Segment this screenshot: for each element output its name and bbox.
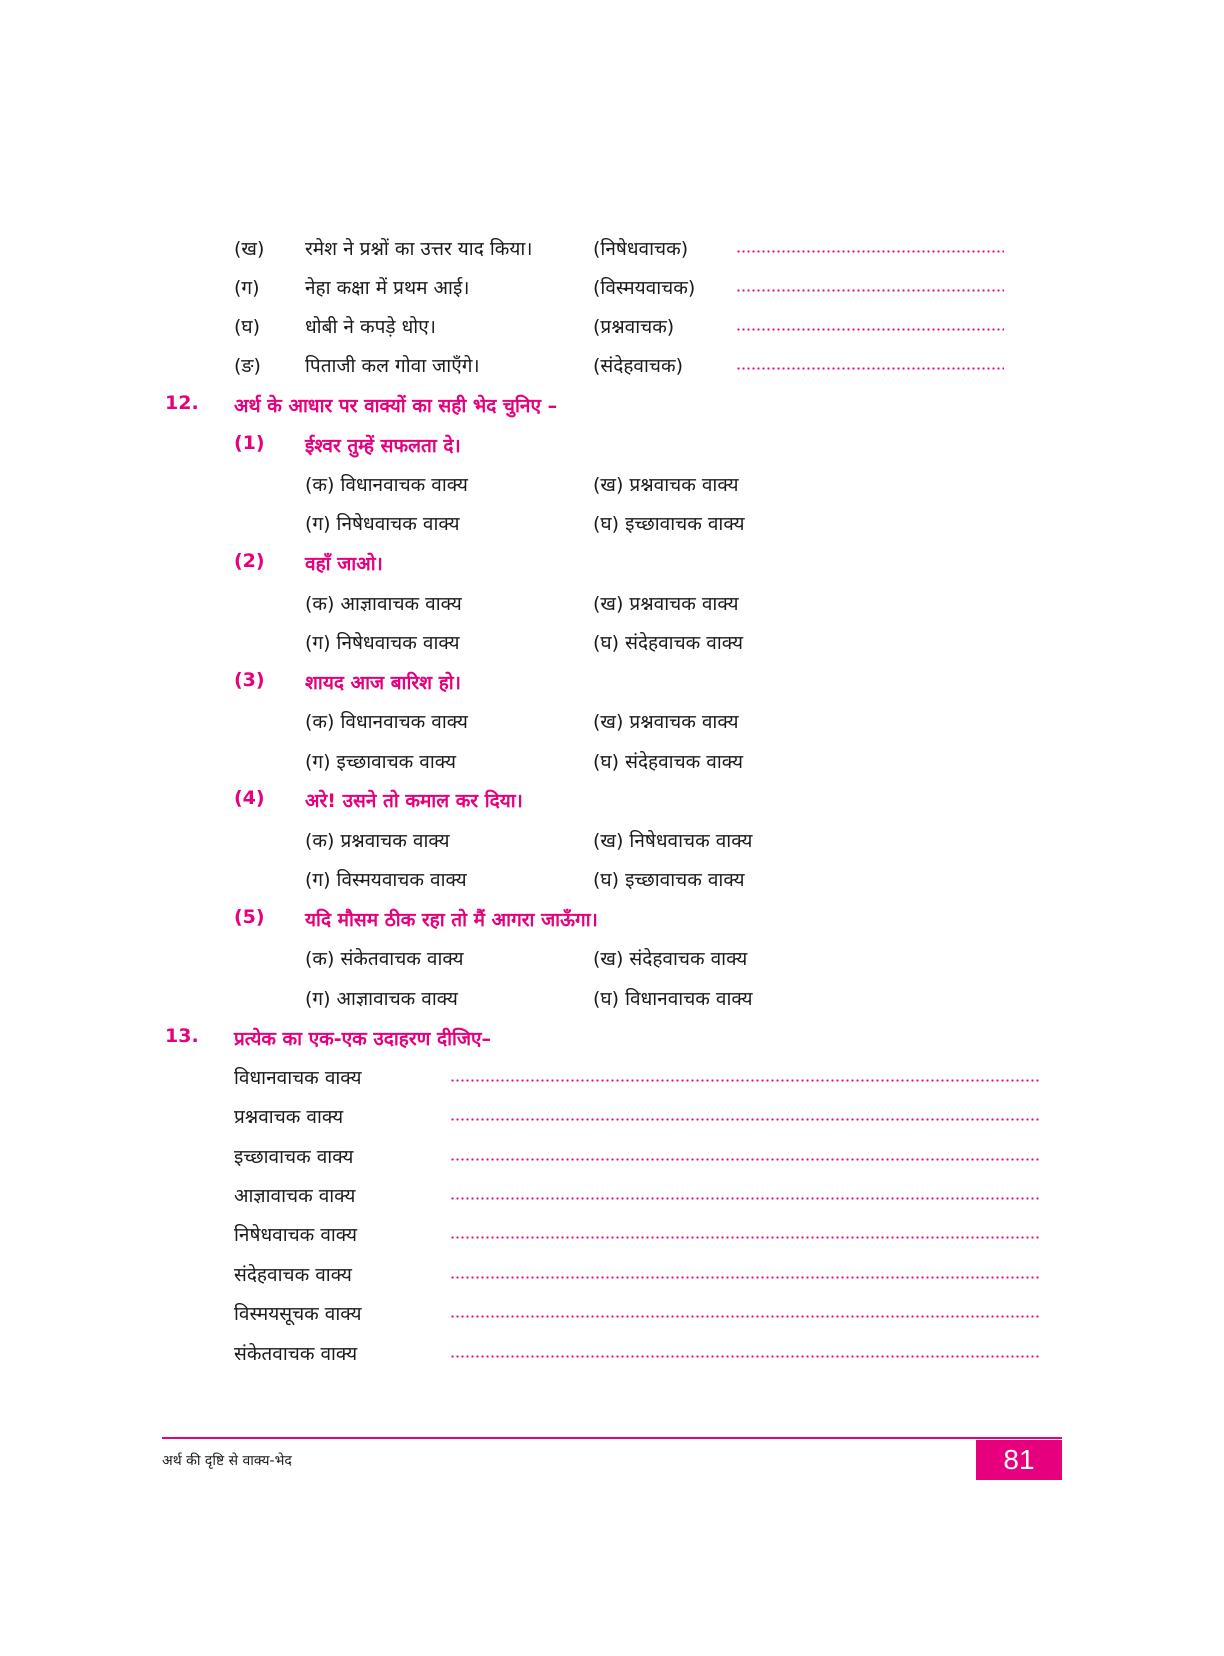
q13-item-label: प्रश्नवाचक वाक्य (234, 1106, 344, 1128)
option[interactable]: (क) प्रश्नवाचक वाक्य (305, 830, 450, 852)
option[interactable]: (ख) प्रश्नवाचक वाक्य (593, 711, 739, 733)
footer-chapter-title: अर्थ की दृष्टि से वाक्य-भेद (162, 1453, 292, 1469)
option[interactable]: (क) विधानवाचक वाक्य (305, 474, 468, 496)
option[interactable]: (घ) संदेहवाचक वाक्य (593, 632, 743, 654)
answer-line[interactable] (450, 1355, 1040, 1358)
option[interactable]: (ग) इच्छावाचक वाक्य (305, 751, 456, 773)
answer-line[interactable] (450, 1315, 1040, 1318)
q12-item-number: (2) (234, 550, 265, 572)
q12-item-sentence: वहाँ जाओ। (305, 553, 383, 575)
option[interactable]: (ख) संदेहवाचक वाक्य (593, 948, 748, 970)
q11-label: (घ) (234, 316, 261, 338)
q11-sentence: धोबी ने कपड़े धोए। (305, 316, 436, 338)
q13-number: 13. (165, 1025, 199, 1047)
q11-type: (प्रश्नवाचक) (593, 316, 675, 338)
q11-label: (ख) (234, 238, 265, 260)
option[interactable]: (ख) प्रश्नवाचक वाक्य (593, 474, 739, 496)
option[interactable]: (ग) निषेधवाचक वाक्य (305, 513, 460, 535)
answer-line[interactable] (450, 1079, 1040, 1082)
option[interactable]: (ग) विस्मयवाचक वाक्य (305, 869, 467, 891)
q13-item-label: संदेहवाचक वाक्य (234, 1264, 352, 1286)
q12-item-sentence: ईश्वर तुम्हें सफलता दे। (305, 435, 461, 457)
q12-heading: अर्थ के आधार पर वाक्यों का सही भेद चुनिए – (234, 395, 558, 417)
q11-type: (संदेहवाचक) (593, 355, 683, 377)
option[interactable]: (ग) निषेधवाचक वाक्य (305, 632, 460, 654)
q12-number: 12. (165, 392, 199, 414)
option[interactable]: (घ) इच्छावाचक वाक्य (593, 513, 745, 535)
q11-label: (ङ) (234, 355, 261, 377)
page-number: 81 (976, 1440, 1062, 1480)
q11-sentence: रमेश ने प्रश्नों का उत्तर याद किया। (305, 238, 533, 260)
option[interactable]: (ग) आज्ञावाचक वाक्य (305, 988, 458, 1010)
q12-item-sentence: अरे! उसने तो कमाल कर दिया। (305, 790, 523, 812)
q13-item-label: इच्छावाचक वाक्य (234, 1146, 354, 1168)
answer-line[interactable] (736, 367, 1004, 370)
option[interactable]: (घ) विधानवाचक वाक्य (593, 988, 753, 1010)
q11-label: (ग) (234, 277, 260, 299)
q13-item-label: विधानवाचक वाक्य (234, 1067, 362, 1089)
q12-item-sentence: यदि मौसम ठीक रहा तो मैं आगरा जाऊँगा। (305, 909, 598, 931)
q11-sentence: पिताजी कल गोवा जाएँगे। (305, 355, 480, 377)
q12-item-sentence: शायद आज बारिश हो। (305, 672, 461, 694)
q12-item-number: (4) (234, 787, 265, 809)
q11-type: (निषेधवाचक) (593, 238, 689, 260)
option[interactable]: (घ) संदेहवाचक वाक्य (593, 751, 743, 773)
option[interactable]: (क) आज्ञावाचक वाक्य (305, 593, 462, 615)
answer-line[interactable] (736, 289, 1004, 292)
option[interactable]: (क) विधानवाचक वाक्य (305, 711, 468, 733)
q11-type: (विस्मयवाचक) (593, 277, 696, 299)
q12-item-number: (1) (234, 432, 265, 454)
option[interactable]: (ख) प्रश्नवाचक वाक्य (593, 593, 739, 615)
q13-item-label: निषेधवाचक वाक्य (234, 1224, 357, 1246)
q13-heading: प्रत्येक का एक-एक उदाहरण दीजिए– (234, 1028, 492, 1050)
answer-line[interactable] (450, 1236, 1040, 1239)
option[interactable]: (घ) इच्छावाचक वाक्य (593, 869, 745, 891)
answer-line[interactable] (450, 1276, 1040, 1279)
q13-item-label: आज्ञावाचक वाक्य (234, 1185, 356, 1207)
option[interactable]: (ख) निषेधवाचक वाक्य (593, 830, 753, 852)
option[interactable]: (क) संकेतवाचक वाक्य (305, 948, 464, 970)
answer-line[interactable] (450, 1158, 1040, 1161)
answer-line[interactable] (736, 328, 1004, 331)
answer-line[interactable] (450, 1197, 1040, 1200)
answer-line[interactable] (736, 250, 1004, 253)
q13-item-label: विस्मयसूचक वाक्य (234, 1303, 362, 1325)
q12-item-number: (3) (234, 669, 265, 691)
q13-item-label: संकेतवाचक वाक्य (234, 1343, 358, 1365)
footer-rule (162, 1437, 1062, 1439)
q12-item-number: (5) (234, 906, 265, 928)
q11-sentence: नेहा कक्षा में प्रथम आई। (305, 277, 470, 299)
answer-line[interactable] (450, 1118, 1040, 1121)
